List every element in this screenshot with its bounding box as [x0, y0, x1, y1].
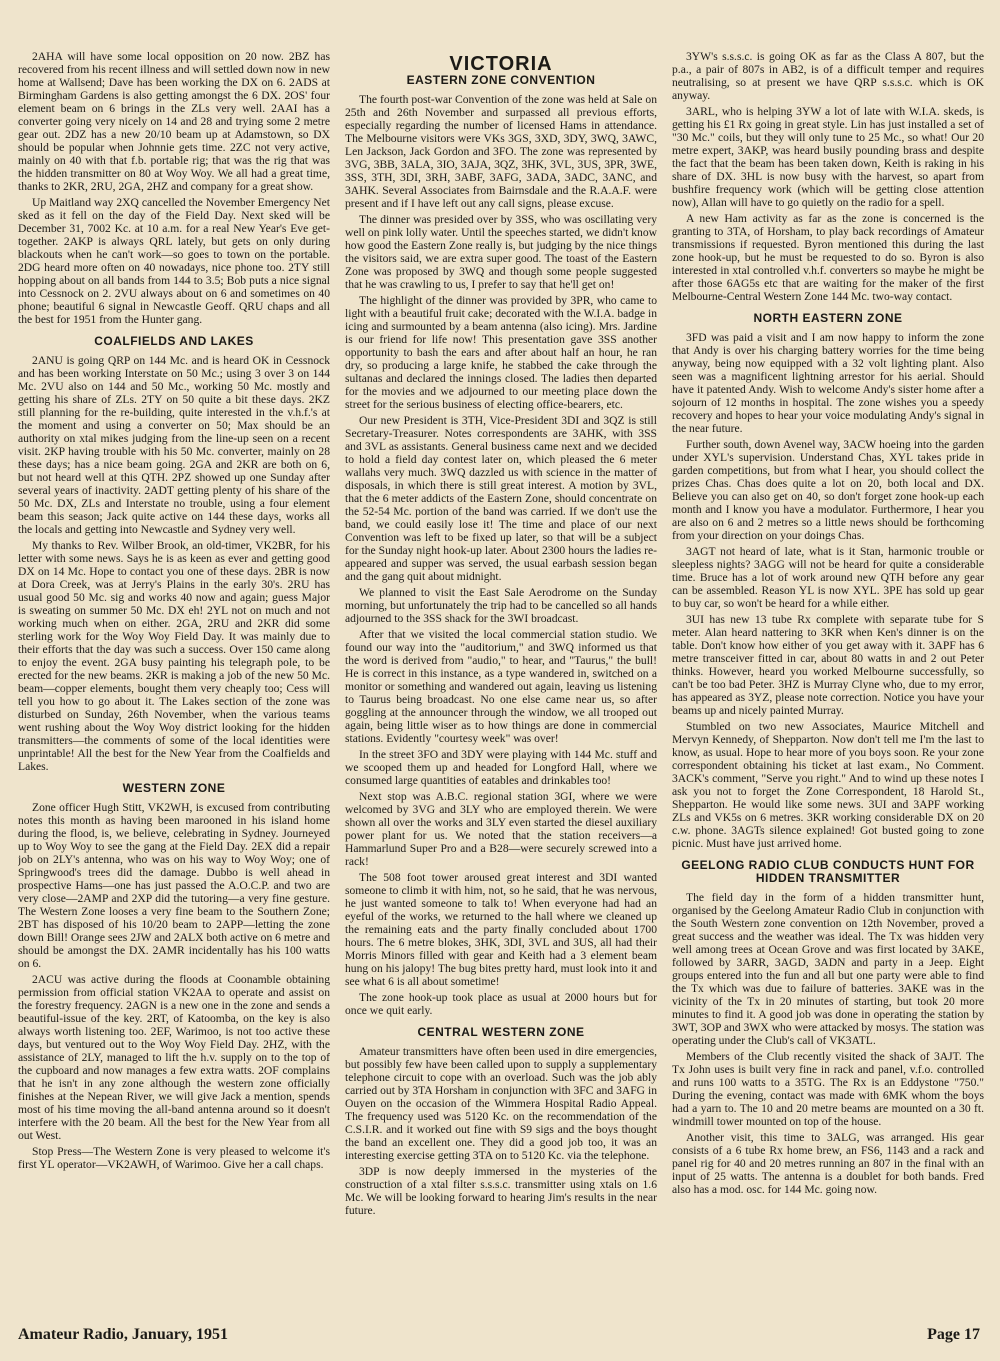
paragraph: The 508 foot tower aroused great interest and 3DI wanted someone to climb it with him, not, so he said, that he was nervous, he just wanted someone to talk to! When everyone had had an eyeful of the works, we returned to the hall where we cleaned up the remaining eats and the party finally concluded about 1700 hours. The 6 metre blokes, 3HK, 3DI, 3VL and 3US, all had their Morris Minors filled with gear and Keith had a 3 element beam hung on his jalopy! The bug bites pretty hard, must look into it and see what 6 is all about sometime! — [345, 871, 657, 988]
section-heading: COALFIELDS AND LAKES — [94, 334, 254, 348]
paragraph: Amateur transmitters have often been used in dire emergencies, but possibly few have been called upon to supply a supplementary telephone circuit to cope with an overload. Such was the job ably carried out by 3TA Horsham in conjunction with 3FC and 3AFG in Ouyen on the occasion of the Wimmera Hospital Radio Appeal. The frequency used was 5120 Kc. on the recommendation of the C.S.I.R. and it worked out fine with S9 sigs and the boys thought the band an excellent one. They did a good job too, it was an interesting exercise getting 3TA on to 5120 Kc. via the telephone. — [345, 1045, 657, 1162]
column-right — [672, 50, 984, 1308]
footer-page-number: Page 17 — [927, 1326, 980, 1343]
paragraph: Zone officer Hugh Stitt, VK2WH, is excused from contributing notes this month as having been marooned in his island home during the flood, is, we believe, celebrating in Sydney. Journeyed up to Woy Woy to see the gang at the Field Day. 2EX did a repair job on 2LY's antenna, who was on his way to Woy Woy; one of Springwood's trees did the damage. Dubbo is well ahead in prospective Hams—one has just passed the A.O.C.P. and two are very close—2AMP and 2XP did the tutoring—a very fine gesture. The Western Zone looses a very fine beam to the Southern Zone; 2BT has disposed of his 10/20 beam to 2APP—letting the zone down Bill! Orange sees 2JW and 2ALX both active on 6 metre and should be amongst the DX. 2AMR incidentally has his 100 watts on 6. — [18, 801, 330, 970]
paragraph: 3YW's s.s.s.c. is going OK as far as the Class A 807, but the p.a., a pair of 807s in AB2, is of a difficult temper and requires neutralising, so at present we have QRP s.s.s.c. which is OK anyway. — [672, 50, 984, 102]
column-middle — [345, 56, 657, 1308]
paragraph: After that we visited the local commercial station studio. We found our way into the "auditorium," and 3WQ informed us that the word is derived from "audio," to hear, and "Taurus," the bull! He is correct in this instance, as a type wandered in, switched on a monitor or something and wandered out again, leaving us listening to Taurus being broadcast. No one else came near us, so after goggling at the announcer through the window, we all trooped out again, being little wiser as to how things are done in commercial stations. Evidently "courtesy week" was over! — [345, 628, 657, 745]
paragraph: Members of the Club recently visited the shack of 3AJT. The Tx John uses is built very fine in rack and panel, v.f.o. controlled and runs 100 watts to a 35TG. The Rx is an Eddystone "750." During the evening, contact was made with 6MK whom the boys had a yarn to. The 10 and 20 metre beams are mounted on a 30 ft. windmill tower mounted on top of the house. — [672, 1050, 984, 1128]
paragraph: Stumbled on two new Associates, Maurice Mitchell and Mervyn Kennedy, of Shepparton. Now don't tell me I'm the last to know, as usual. Hope to hear more of you boys soon. Re your zone correspondent obtaining his ticket at last exam., No Comment. 3ACK's comment, "Serve you right." And to wind up these notes I ask you not to forget the Zone Correspondent, 18 Harold St., Shepparton. He would like some news. 3UI and 3APF working ZLs and VK5s on 6 metres. 3KR working considerable DX on 20 c.w. phone. 3AGTs silence explained! Got busted going to zone picnic. Must have just arrived home. — [672, 720, 984, 850]
footer-publication: Amateur Radio, January, 1951 — [18, 1326, 228, 1343]
paragraph: The zone hook-up took place as usual at 2000 hours but for once we quit early. — [345, 991, 657, 1017]
paragraph: The highlight of the dinner was provided by 3PR, who came to light with a beautiful fruit cake; decorated with the W.I.A. badge in icing and surmounted by a beam antenna (also icing). Mrs. Jardine is our friend for life now! This presentation gave 3SS another opportunity to bash the ears and after about half an hour, he ran dry, so producing a large knife, he stabbed the cake through the sultanas and declared the innings closed. The ladies then departed for the movies and we adjourned to our meeting place down the street for the serious business of electing office-bearers, etc. — [345, 294, 657, 411]
paragraph: The field day in the form of a hidden transmitter hunt, organised by the Geelong Amateur Radio Club in conjunction with the South Western zone convention on 12th November, proved a great success and the weather was ideal. The Tx was hidden very well among trees at Ocean Grove and was first located by 3AKE, followed by 3ARR, 3AGD, 3ADN and party in a Jeep. Eight groups entered into the fun and all but one party were able to find the Tx which was due to failure of batteries. 3AKE was in the vicinity of the Tx in 20 minutes of starting, but took 20 more minutes to find it. A good job was done in operating the station by 3WT, 3OP and 3WX who were attacked by mosys. The station was operating under the Club's call of VK3ATL. — [672, 891, 984, 1047]
section-heading: EASTERN ZONE CONVENTION — [406, 73, 596, 87]
paragraph: Another visit, this time to 3ALG, was arranged. His gear consists of a 6 tube Rx home brew, an FS6, 1143 and a rack and panel rig for 40 and 20 metres running an 807 in the final with an input of 25 watts. The antenna is a doublet for both bands. Fred also has a mod. osc. for 144 Mc. going now. — [672, 1131, 984, 1196]
paragraph: 3AGT not heard of late, what is it Stan, harmonic trouble or sleepless nights? 3AGG will not be heard for quite a considerable time. Bruce has a lot of work around new QTH before any gear can be assembled. Reason YL is now XYL. 3PE has sold up gear to buy car, so won't be heard for a while either. — [672, 545, 984, 610]
state-title: VICTORIA — [449, 56, 553, 75]
section-heading: CENTRAL WESTERN ZONE — [417, 1025, 585, 1039]
paragraph: Next stop was A.B.C. regional station 3GI, where we were welcomed by 3VG and 3LY who are employed therein. We were shown all over the works and 3LY even started the diesel auxiliary power plant for us. We noted that the station receivers—a Hammarlund Super Pro and a B28—were securely screwed into a rack! — [345, 790, 657, 868]
paragraph: Up Maitland way 2XQ cancelled the November Emergency Net sked as it fell on the day of the Field Day. Next sked will be December 31, 7002 Kc. at 10 a.m. for a real New Year's Eve get-together. 2AKP is always QRL lately, but gets on only during blackouts when he can't work—so goes to town on the portable. 2DG heard more often on 40 nowadays, nice phone too. 2TY still hopping about on all bands from 144 to 3.5; Bob puts a nice signal into Cessnock on 2. 2VU always about on 6 and sometimes on 40 phone; beautiful 6 signal in Newcastle Geoff. QRU chaps and all the best for 1951 from the Hunter gang. — [18, 196, 330, 326]
paragraph: 3ARL, who is helping 3YW a lot of late with W.I.A. skeds, is getting his £1 Rx going in great style. Lin has just installed a set of "30 Mc." coils, but they will only tune to 25 Mc., so what! Our 20 metre expert, 3AKP, was heard busily pounding brass and despite the fact that the beam has been taken down, Keith is raking in his share of DX. 3HL is now busy with the harvest, so apart from bushfire frequency work (which will be getting close attention now), Allan will have to go quietly on the radio for a spell. — [672, 105, 984, 209]
paragraph: 3UI has new 13 tube Rx complete with separate tube for S meter. Alan heard nattering to 3KR when Ken's dinner is on the table. Don't know how either of you get away with it. 3APF has 6 metre transceiver fitted in car, about 80 watts in and 2 out Peter thinks. However, heard you worked Melbourne successfully, so can't be too bad Peter. 3HZ is Murray Clyne who, due to my error, has appeared as 3YZ, please note correction. Notice you have your beams up and nicely painted Murray. — [672, 613, 984, 717]
paragraph: Further south, down Avenel way, 3ACW hoeing into the garden under XYL's supervision. Understand Chas, XYL takes pride in garden competitions, but from what I hear, you should collect the prizes Chas. Chas does quite a lot on 20, both local and DX. Believe you can also get on 40, so don't forget zone hook-up each month and I know you have a modulator. Furthermore, I hear you are also on 6 and 2 metres so a little news should be forthcoming from your direction on your doings Chas. — [672, 438, 984, 542]
paragraph: 3FD was paid a visit and I am now happy to inform the zone that Andy is over his charging battery worries for the time being anyway, being now equipped with a 32 volt lighting plant. Also seen was a magnificent lightning arrestor for his aerial. Should have it patented Andy. Wish to welcome Andy's sister home after a sojourn of 12 months in hospital. The zone wishes you a speedy recovery and hopes to hear your voice modulating Andy's signal in the near future. — [672, 331, 984, 435]
paragraph: The dinner was presided over by 3SS, who was oscillating very well on pink lolly water. Until the speeches started, we didn't know how good the Eastern Zone really is, but judging by the nice things the visitors said, we are extra super good. The toast of the Eastern Zone was proposed by 3WQ and though some people suggested that he was crawling to us, I prefer to say that he'll get on! — [345, 213, 657, 291]
section-heading: NORTH EASTERN ZONE — [753, 311, 903, 325]
paragraph: 2ACU was active during the floods at Coonamble obtaining permission from official station VK2AA to operate and assist on the forestry frequency. 2AGN is a new one in the zone and sends a beautiful-issue of the key. 2RT, of Katoomba, on the key is also always worth listening too. 2EF, Warimoo, is not too active these days, but ventured out to the Woy Woy Field Day. 2HZ, with the assistance of 2LY, managed to lift the h.v. supply on to the top of the cupboard and now manages a few extra watts. 2OF complains that he isn't in any zone although the western zone officially finishes at the Nepean River, we will give Jack a mention, spends most of his time moving the all-band antenna around so it doesn't interfere with the 20 beam. All the best for the New Year from all out West. — [18, 973, 330, 1142]
paragraph: We planned to visit the East Sale Aerodrome on the Sunday morning, but unfortunately the trip had to be cancelled so all hands adjourned to the 3SS shack for the 3WI broadcast. — [345, 586, 657, 625]
paragraph: 2ANU is going QRP on 144 Mc. and is heard OK in Cessnock and has been working Interstate on 50 Mc.; using 3 over 3 on 144 Mc. 2VU also on 144 and 50 Mc., working 50 Mc. mostly and getting his share of ZLs. 2TY on 50 quite a bit these days. 2KZ still planning for the re-building, quite interested in the v.h.f.'s at the moment and using a converter on 50; Max should be an authority on xtal mikes judging from the line-up seen on a recent visit. 2KP having trouble with his 50 Mc. converter, mainly on 28 these days; has a nice beam going. 2GA and 2KR are both on 6, but not heard well at this QTH. 2PZ showed up one Sunday after several years of inactivity. 2ADT getting plenty of his share of the 50 Mc. DX, ZLs and Interstate no trouble, using a four element beam this season; Jack quite active on 144 these days, works all the locals and getting into Newcastle and Sydney very well. — [18, 354, 330, 536]
paragraph: 2AHA will have some local opposition on 20 now. 2BZ has recovered from his recent illness and will settled down now in new home at Wallsend; Dave has been working the DX on 6. 2ADS at Birmingham Gardens is also getting amongst the 6 DX. 2OS' four element beam on 6 brings in the ZLs very well. 2AAI has a converter going very nicely on 14 and 28 and trying some 2 metre gear out. 2DZ has a new 20/10 beam up at Adamstown, so DX should be popular when Johnnie gets time. 2ZC not very active, mainly on 40 with that f.b. portable rig; that was the rig that was the hidden transmitter on 80 at Woy Woy. We all had a great time, thanks to 2KR, 2RU, 2GA, 2HZ and company for a great show. — [18, 50, 330, 193]
paragraph: Stop Press—The Western Zone is very pleased to welcome it's first YL operator—VK2AWH, of Warimoo. Give her a call chaps. — [18, 1145, 330, 1171]
paragraph: A new Ham activity as far as the zone is concerned is the granting to 3TA, of Horsham, to play back recordings of Amateur transmissions if requested. Byron mentioned this during the last zone hook-up, but he must be requested to do so. Byron is also interested in xtal controlled v.h.f. converters so maybe he might be after those 6AG5s etc that are waiting for the maker of the first Melbourne-Central Western Zone 144 Mc. two-way contact. — [672, 212, 984, 303]
paragraph: In the street 3FO and 3DY were playing with 144 Mc. stuff and we scooped them up and headed for Longford Hall, where we consumed large quantities of eatables and drinkables too! — [345, 748, 657, 787]
paragraph: My thanks to Rev. Wilber Brook, an old-timer, VK2BR, for his letter with some news. Says he is as keen as ever and getting good DX on 14 Mc. Hope to contact you one of these days. 2BR is now at Dora Creek, was at Jerry's Plains in the early 30's. 2RU has usual good 50 Mc. sig and works 40 now and again; guess Major is sweating on summer 50 Mc. DX eh! 2YL not on much and not working much when on either. 2GA, 2RU and 2KR did some sterling work for the Woy Woy Field Day. It was mainly due to their efforts that the day was such a success. Over 150 came along to enjoy the event. 2GA busy painting his telegraph pole, to be erected for the new beams. 2KR is making a job of the new 50 Mc. beam—copper elements, bought them very cheaply too; Cess will tell you how to go about it. The Lakes section of the zone was disturbed on Sunday, 26th November, when the various teams went rushing about the Woy Woy district looking for the hidden transmitters—the comments of some of the local identities were unprintable! All the best for the New Year from the Coalfields and Lakes. — [18, 539, 330, 773]
section-heading: WESTERN ZONE — [122, 781, 226, 795]
paragraph: 3DP is now deeply immersed in the mysteries of the construction of a xtal filter s.s.s.c. transmitter using xtals on 1.6 Mc. We will be looking forward to hearing Jim's results in the near future. — [345, 1165, 657, 1217]
column-left — [18, 50, 330, 1308]
paragraph: Our new President is 3TH, Vice-President 3DI and 3QZ is still Secretary-Treasurer. Notes correspondents are 3AHK, with 3SS and 3VL as assistants. General business came next and we decided to hold a field day contest later on, which pleased the 6 meter wallahs very much. 3WQ dazzled us with science in the matter of disposals, in which there is still great interest. A motion by 3VL, that the 6 meter addicts of the Eastern Zone, should concentrate on the 52-54 Mc. portion of the band was carried. If we don't use the band, we could easily lose it! The time and place of our next Convention was left to be fixed up later, so that will be a subject for the Sunday night hook-up later. About 2300 hours the ladies re-appeared and supper was served, the usual earbash session began and the gang quit about midnight. — [345, 414, 657, 583]
paragraph: The fourth post-war Convention of the zone was held at Sale on 25th and 26th November and surpassed all previous efforts, especially regarding the number of licensed Hams in attendance. The Melbourne visitors were VKs 3GS, 3XD, 3DY, 3WQ, 3AWC, Len Jackson, Jack Gordon and 3FO. The zone was represented by 3VG, 3BB, 3ALA, 3IO, 3AJA, 3QZ, 3HK, 3VL, 3US, 3PR, 3WE, 3SS, 3TH, 3DI, 3RH, 3ABF, 3AFG, 3ADA, 3ADC, 3ANC, and 3AHK. Several Associates from Bairnsdale and the R.A.A.F. were present and if I have left out any call signs, please excuse. — [345, 93, 657, 210]
section-heading: GEELONG RADIO CLUB CONDUCTS HUNT FOR HIDDEN TRANSMITTER — [681, 858, 975, 885]
